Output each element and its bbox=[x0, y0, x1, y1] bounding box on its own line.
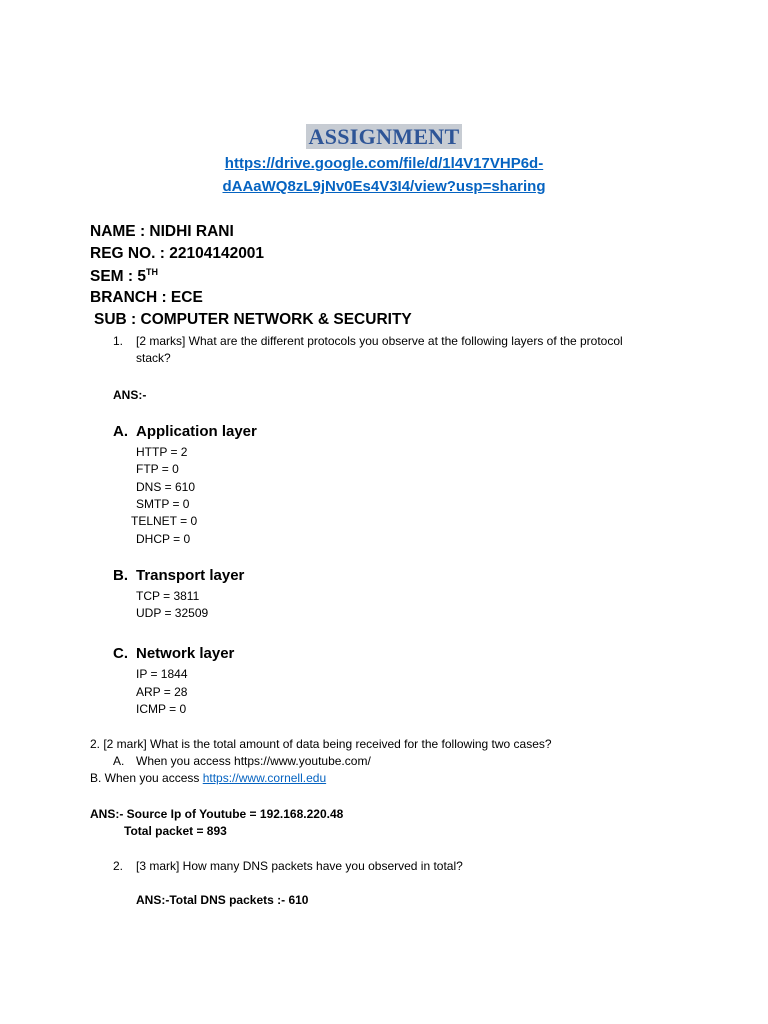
app-item-ftp: FTP = 0 bbox=[136, 462, 179, 476]
cornell-link[interactable]: https://www.cornell.edu bbox=[202, 771, 327, 785]
section-c-title: Network layer bbox=[136, 645, 235, 662]
question-1-number: 1. bbox=[113, 334, 124, 348]
assignment-title-text: ASSIGNMENT bbox=[306, 124, 463, 149]
question-2-a-letter: A. bbox=[113, 754, 125, 768]
question-2-answer-line2: Total packet = 893 bbox=[124, 824, 227, 838]
question-2-b-prefix: B. When you access bbox=[90, 771, 203, 785]
section-b-title: Transport layer bbox=[136, 567, 245, 584]
network-item-ip: IP = 1844 bbox=[136, 667, 188, 681]
section-c-letter: C. bbox=[113, 645, 128, 662]
assignment-title bbox=[0, 124, 768, 150]
section-a-letter: A. bbox=[113, 423, 128, 440]
app-item-telnet: TELNET = 0 bbox=[131, 514, 198, 528]
student-semester bbox=[90, 267, 158, 286]
drive-link-text-2[interactable]: dAAaWQ8zL9jNv0Es4V3I4/view?usp=sharing bbox=[222, 178, 546, 195]
transport-item-udp: UDP = 32509 bbox=[136, 606, 209, 620]
question-3-number: 2. bbox=[113, 859, 124, 873]
question-1-answer-label: ANS:- bbox=[113, 388, 147, 402]
app-item-http: HTTP = 2 bbox=[136, 445, 188, 459]
student-name: NAME : NIDHI RANI bbox=[90, 223, 234, 240]
question-1-text-line1: [2 marks] What are the different protocols you observe at the following layers of the protocol bbox=[136, 334, 623, 348]
question-1-text-line2: stack? bbox=[136, 351, 171, 365]
network-item-icmp: ICMP = 0 bbox=[136, 702, 187, 716]
drive-link-line2[interactable] bbox=[0, 178, 768, 195]
section-a-title: Application layer bbox=[136, 423, 257, 440]
semester-text: SEM : 5 bbox=[90, 268, 146, 285]
question-2-b-line bbox=[90, 771, 326, 785]
app-item-dns: DNS = 610 bbox=[136, 480, 196, 494]
student-branch: BRANCH : ECE bbox=[90, 289, 203, 306]
question-3-text: [3 mark] How many DNS packets have you observed in total? bbox=[136, 859, 463, 873]
network-item-arp: ARP = 28 bbox=[136, 685, 188, 699]
question-2-a-text: When you access https://www.youtube.com/ bbox=[136, 754, 371, 768]
question-3-answer: ANS:-Total DNS packets :- 610 bbox=[136, 893, 309, 907]
app-item-smtp: SMTP = 0 bbox=[136, 497, 190, 511]
transport-item-tcp: TCP = 3811 bbox=[136, 589, 200, 603]
drive-link-line1[interactable] bbox=[0, 155, 768, 172]
student-subject: SUB : COMPUTER NETWORK & SECURITY bbox=[94, 311, 412, 328]
student-reg-no: REG NO. : 22104142001 bbox=[90, 245, 265, 262]
section-b-letter: B. bbox=[113, 567, 128, 584]
semester-superscript: TH bbox=[145, 267, 158, 277]
question-2-text: 2. [2 mark] What is the total amount of data being received for the following two cases? bbox=[90, 737, 552, 751]
app-item-dhcp: DHCP = 0 bbox=[136, 532, 191, 546]
question-2-answer-line1: ANS:- Source Ip of Youtube = 192.168.220.48 bbox=[90, 807, 344, 821]
drive-link-text-1[interactable]: https://drive.google.com/file/d/1l4V17VHP6d- bbox=[224, 155, 544, 172]
